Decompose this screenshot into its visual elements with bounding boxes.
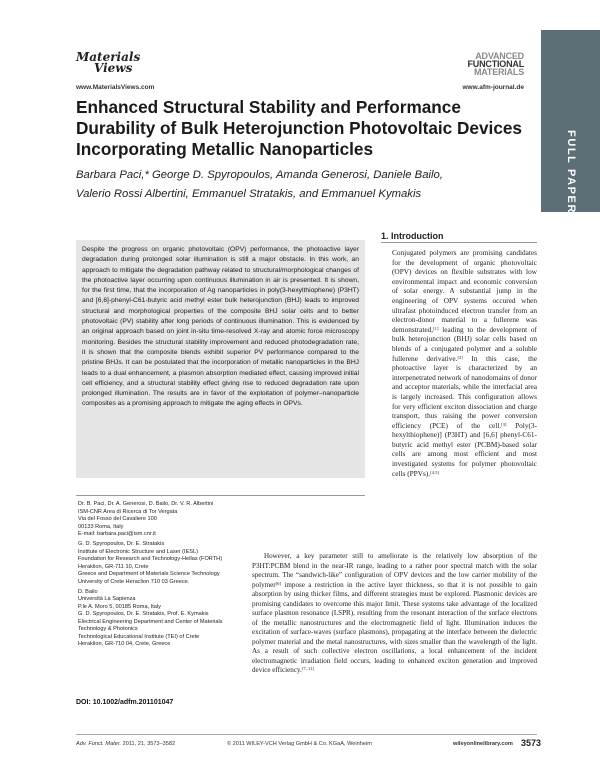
footer-citation: Adv. Funct. Mater. 2011, 21, 3573–3582 [76,741,176,747]
body-paragraph: However, a key parameter still to ameliorate is the relatively low absorption of the P3HT:PCBM blend in the near-IR range, leading to a rather poor spectral match with the solar spectrum. The “sandwich-like” configuration of OPV devices and the low carrier mobility of the polymer[6] impose a restriction in the active layer thickness, so that it is not possible to gain absorption by using thicker films, and different strategies must be explored. Plasmonic devices are promising candidates to overcome this major limit. These systems take advantage of the localized surface plasmon resonance (LSPR), resulting from the resonant interaction of the surface electrons of the metallic nanostructures and the electromagnetic field of light. Illumination induces the excitation of surface-waves (surface plasmons), propagating at the interface between the dielectric polymer material and the metal nanostructures, with sizes smaller than the wavelength of the light. As a result of such collective electron oscillations, a local enhancement of the incident electromagnetic irradiation field occurs, leading to enhanced exciton generation and improved device efficiency.[7–11] [252,552,537,674]
affiliation-line: D. Bailo [78,588,98,595]
affiliation-line: Electrical Engineering Department and Center of Materials [78,618,223,625]
affiliation-divider [76,495,365,496]
site-link-right[interactable]: www.afm-journal.de [462,84,524,91]
affiliation-line: Dr. B. Paci, Dr. A. Generosi, D. Bailo, Dr. V. R. Albertini [78,501,214,507]
logo-left-line2: Views [94,61,133,75]
affiliation-line: Heraklion, GR-711 10, Crete [78,563,149,570]
footer-copyright: © 2011 WILEY-VCH Verlag GmbH & Co. KGaA, Weinheim [227,741,372,747]
affiliation-line: Greece and Department of Materials Science Technology [78,571,220,577]
authors-line-1: Barbara Paci,* George D. Spyropoulos, Amanda Generosi, Daniele Bailo, [76,169,443,181]
affiliation-line: ISM-CNR Area di Ricerca di Tor Vergata [78,508,178,515]
citation-ref[interactable]: [6] [275,580,281,586]
authors-line-2: Valerio Rossi Albertini, Emmanuel Stratakis, and Emmanuel Kymakis [76,187,422,200]
page-number: 3573 [521,738,542,748]
affiliation-line: G. D. Spyropoulos, Dr. E. Stratakis [78,541,165,547]
full-paper-label: FULL PAPER [565,130,577,215]
section-heading-introduction: 1. Introduction [381,231,444,241]
citation-ref[interactable]: [4,5] [430,469,439,475]
affiliation-line: E-mail: barbara.paci@ism.cnr.it [78,531,156,537]
citation-ref[interactable]: [3] [501,421,507,427]
affiliation-line: Institute of Electronic Structure and Laser (IESL) [78,548,199,555]
article-title: Enhanced Structural Stability and Performance Durability of Bulk Heterojunction Photovoltaic Devices Incorporating Metallic Nanoparticles [76,97,522,159]
footer-divider [76,734,537,735]
materials-views-logo [76,52,146,74]
affiliation-line: Università La Sapienza [78,596,136,602]
site-link-left[interactable]: www.MaterialsViews.com [76,84,155,91]
affiliation-line: Technological Educational Institute (TEI) of Crete [78,633,200,640]
section-divider [381,242,537,243]
full-paper-tab [541,30,600,215]
abstract-box: Despite the progress on organic photovoltaic (OPV) performance, the photoactive layer degradation during prolonged solar illumination is still a major obstacle. In this work, an approach to mitigate the degradation pathway related to structural/morphological changes of the photoactive layer occurring upon continuous illumination in air is presented. It is shown, for the first time, that the incorporation of Ag nanoparticles in poly(3-hexylthiophene) (P3HT) and [6,6]-phenyl-C61-butyric acid methyl ester bulk heterojunction (BHJ) leads to improved structural and morphological properties of the composite BHJ solar cells and to better photovoltaic (PV) stability after long periods of continuous illumination. This is evidenced by an original approach based on joint in-situ time-resolved X-ray and atomic force microscopy monitoring. Besides the structural stability improvement and reduced photodegradation rate, it is shown that the composite blends exhibit superior PV performance compared to the pristine BHJs. It can be postulated that the incorporation of metallic nanoparticles in the BHJ leads to a dual enhancement, a plasmon absorption mediated effect, causing improved initial cell efficiency, and a structural stability effect giving rise to reduced degradation rate upon prolonged illumination. The results are in favor of the exploitation of polymer–nanoparticle composites as a promising approach to mitigate the aging effects in OPVs. [76,240,365,478]
affiliation-block [78,501,363,539]
affiliation-line: P.le A. Moro 5, 00185 Roma, Italy [78,603,161,610]
citation-ref[interactable]: [7–11] [301,665,314,671]
affiliation-line: G. D. Spyropoulos, Dr. E. Stratakis, Prof. E. Kymakis [78,611,209,617]
logo-right-line3: MATERIALS [473,67,524,77]
intro-wide-paragraph [252,552,537,676]
intro-paragraph: Conjugated polymers are promising candidates for the development of organic photovoltaic (OPV) devices on flexible substrates with low environmental impact and economic conversion of solar energy. A substantial jump in the engineering of OPV systems occured when ultrafast photoinduced electron transfer from an electron-donor material to a fullerene was demonstrated,[1] leading to the development of bulk heterojunction (BHJ) solar cells based on blends of a conjugated polymer and a soluble fullerene derivative.[2] In this case, the photoactive layer is characterized by an interpenetrated network of nanodomains of donor and acceptor materials, while the interfacial area is largely increased. This configuration allows for very efficient exciton dissociation and charge transport, thus raising the power conversion efficiency (PCE) of the cell.[3] Poly(3-hexylthiophene)] (P3HT) and [6,6] phenyl-C61-butyric acid methyl ester (PCBM)-based solar cells are among most efficient and most investigated systems for polymer photovoltaic cells (PPVs).[4,5] [392,248,537,478]
citation-ref[interactable]: [2] [457,354,463,360]
citation-ref[interactable]: [1] [433,325,439,331]
footer-site-link[interactable]: wileyonlinelibrary.com [453,741,513,747]
affiliation-line: Foundation for Research and Technology-Hellas (FORTH) [78,556,223,562]
affiliation-line: Heraklion, GR-710 04, Crete, Greece [78,641,171,647]
doi[interactable]: DOI: 10.1002/adfm.201101047 [76,699,174,706]
logo-right-line1: ADVANCED [475,51,524,61]
author-list [76,166,536,203]
affiliation-line: Technology & Photonics [78,626,138,632]
intro-column [392,248,537,478]
logo-left-line1: Materials [76,50,141,64]
affiliation-line: University of Crete Heraclion 710 03 Greece. [78,578,190,585]
affiliation-line: 00133 Roma, Italy [78,523,124,530]
affiliation-line: Via del Fosso del Cavaliere 100 [78,516,157,522]
afm-logo [468,52,525,76]
logo-right-line2: FUNCTIONAL [467,59,524,69]
